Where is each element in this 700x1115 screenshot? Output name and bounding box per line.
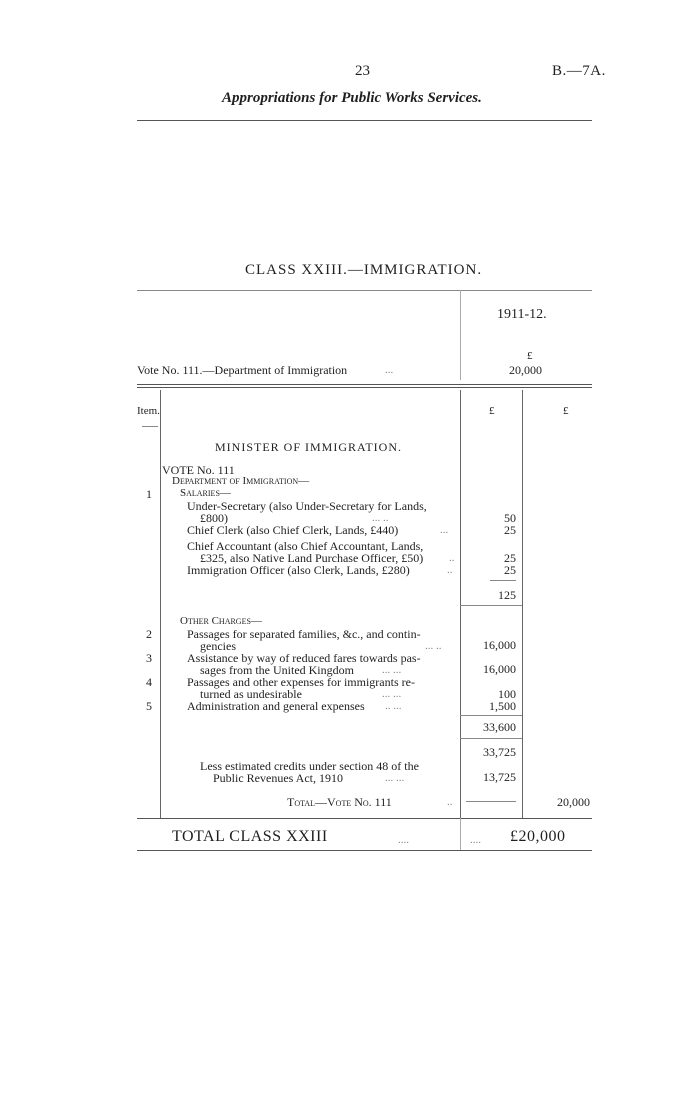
vote-total-amount: 20,000: [557, 795, 590, 809]
department-heading: Department of Immigration—: [172, 475, 310, 487]
charge-amount: 100: [498, 687, 516, 701]
vote-number: VOTE No. 111: [162, 463, 235, 477]
summary-currency: £: [527, 350, 533, 362]
other-charges-heading: Other Charges—: [180, 615, 262, 627]
salary-line: Under-Secretary (also Under-Secretary for Lands,: [187, 499, 427, 513]
credits-amount: 13,725: [483, 770, 516, 784]
subtotal-rule: [460, 738, 522, 739]
document-reference: B.—7A.: [552, 63, 606, 79]
summary-vote-label: Vote No. 111.—Department of Immigration: [137, 363, 348, 377]
charge-amount: 16,000: [483, 638, 516, 652]
minister-heading: MINISTER OF IMMIGRATION.: [215, 440, 403, 454]
salary-line: Immigration Officer (also Clerk, Lands, £280): [187, 563, 410, 577]
leader-dots: ... ..: [425, 640, 442, 652]
subtotal-rule: [460, 715, 522, 716]
summary-bottom-rule: [137, 384, 592, 388]
salary-amount: 25: [504, 563, 516, 577]
summary-top-rule: [137, 290, 592, 291]
subtotal-rule: [490, 580, 516, 581]
salary-amount: 25: [504, 551, 516, 565]
credits-line: Less estimated credits under section 48 of the: [200, 759, 419, 773]
gross-total: 33,725: [483, 745, 516, 759]
header-rule: [137, 120, 592, 121]
subtotal-rule: [460, 605, 522, 606]
charge-item-number: 2: [146, 627, 152, 641]
salary-amount: 50: [504, 511, 516, 525]
leader-dots: ...: [440, 524, 449, 536]
amount-header-2: £: [563, 405, 569, 417]
grand-total-top-rule: [137, 818, 592, 819]
leader-dots: .. ...: [385, 700, 402, 712]
grand-total-divider: [460, 818, 461, 850]
grand-total-dots: ....: [470, 834, 481, 846]
salary-line: £800): [200, 511, 228, 525]
grand-total-amount: £20,000: [510, 828, 566, 845]
summary-vote-dots: ...: [385, 364, 394, 376]
leader-dots: ... ...: [382, 664, 402, 676]
leader-dots: ... ..: [372, 512, 389, 524]
leader-dots: ..: [449, 552, 455, 564]
grand-total-bottom-rule: [137, 850, 592, 851]
item-column-header: Item.: [137, 405, 160, 417]
summary-divider: [460, 290, 461, 380]
charge-amount: 1,500: [489, 699, 516, 713]
credits-line: Public Revenues Act, 1910: [213, 771, 343, 785]
charge-item-number: 5: [146, 699, 152, 713]
charge-line: sages from the United Kingdom: [200, 663, 354, 677]
charge-amount: 16,000: [483, 662, 516, 676]
charge-line: Assistance by way of reduced fares towards pas-: [187, 651, 421, 665]
vote-total-rule: [466, 801, 516, 802]
summary-vote-amount: 20,000: [509, 363, 542, 377]
leader-dots: ... ...: [382, 688, 402, 700]
salary-line: £325, also Native Land Purchase Officer, £50): [200, 551, 424, 565]
page-number: 23: [355, 63, 370, 79]
grand-total-dots: ....: [398, 834, 409, 846]
amount-column-rule-1: [460, 390, 461, 818]
charge-line: gencies: [200, 639, 236, 653]
charge-item-number: 3: [146, 651, 152, 665]
amount-header-1: £: [489, 405, 495, 417]
vote-total-label: Total—Vote No. 111: [287, 795, 392, 809]
class-heading: CLASS XXIII.—IMMIGRATION.: [245, 262, 483, 278]
salary-amount: 25: [504, 523, 516, 537]
leader-dots: ..: [447, 564, 453, 576]
salaries-heading: Salaries—: [180, 487, 231, 499]
salary-line: Chief Clerk (also Chief Clerk, Lands, £440): [187, 523, 399, 537]
charges-total: 33,600: [483, 720, 516, 734]
salaries-item-number: 1: [146, 487, 152, 501]
leader-dots: ... ...: [385, 772, 405, 784]
item-column-rule: [160, 390, 161, 818]
grand-total-label: TOTAL CLASS XXIII: [172, 828, 328, 845]
leader-dots: ..: [447, 796, 453, 808]
salary-line: Chief Accountant (also Chief Accountant, Lands,: [187, 539, 424, 553]
charge-line: turned as undesirable: [200, 687, 302, 701]
charge-item-number: 4: [146, 675, 152, 689]
summary-year: 1911-12.: [497, 307, 547, 322]
salaries-total: 125: [498, 588, 516, 602]
charge-line: Passages and other expenses for immigrants re-: [187, 675, 415, 689]
charge-line: Passages for separated families, &c., and contin-: [187, 627, 421, 641]
page-title: Appropriations for Public Works Services.: [222, 90, 482, 106]
item-header-underline: [142, 426, 158, 427]
amount-column-rule-2: [522, 390, 523, 818]
charge-line: Administration and general expenses: [187, 699, 365, 713]
